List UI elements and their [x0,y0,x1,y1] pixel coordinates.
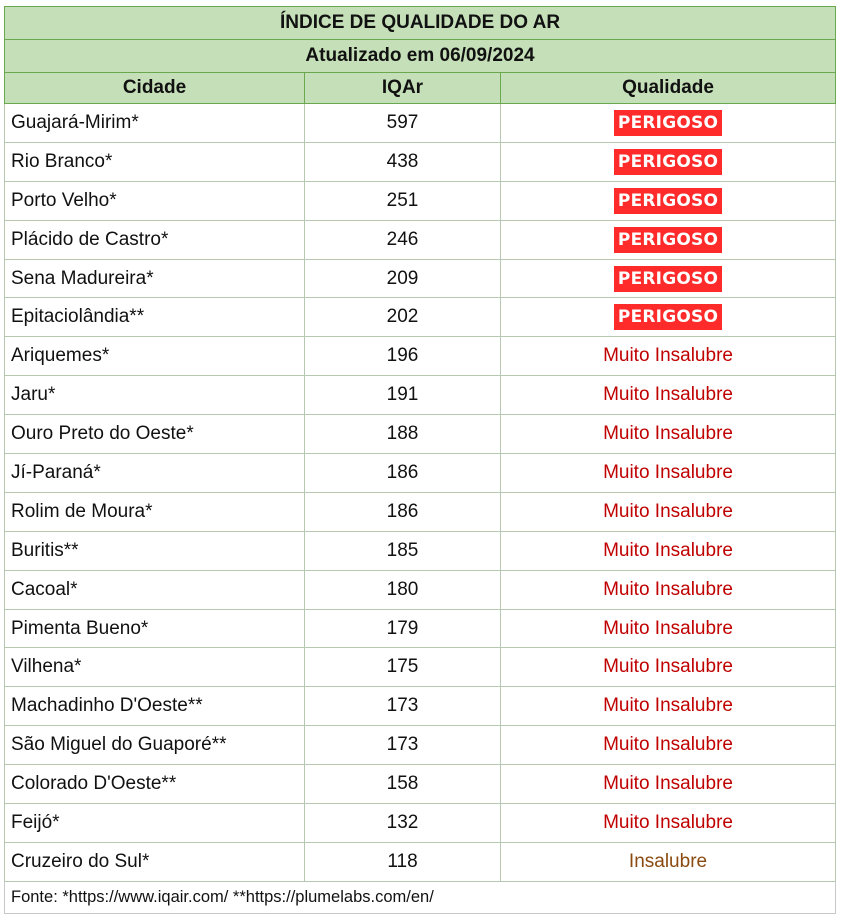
city-cell: Epitaciolândia** [5,298,305,337]
city-cell: Feijó* [5,804,305,843]
quality-label-muito-insalubre: Muito Insalubre [603,461,733,483]
city-cell: Ariquemes* [5,337,305,376]
city-cell: Cacoal* [5,570,305,609]
iqar-cell: 186 [305,492,501,531]
city-cell: Porto Velho* [5,181,305,220]
table-row [5,492,836,531]
city-cell: Ouro Preto do Oeste* [5,415,305,454]
quality-label-muito-insalubre: Muito Insalubre [603,811,733,833]
table-row [5,376,836,415]
quality-cell [501,726,836,765]
city-cell: Sena Madureira* [5,259,305,298]
table-row [5,648,836,687]
quality-cell [501,104,836,143]
table-row [5,804,836,843]
quality-label-muito-insalubre: Muito Insalubre [603,384,733,406]
iqar-cell: 173 [305,726,501,765]
quality-cell [501,142,836,181]
iqar-cell: 191 [305,376,501,415]
city-cell: Jí-Paraná* [5,454,305,493]
iqar-cell: 188 [305,415,501,454]
quality-cell [501,804,836,843]
iqar-cell: 118 [305,842,501,881]
quality-label-insalubre: Insalubre [628,850,708,872]
iqar-cell: 179 [305,609,501,648]
table-row [5,570,836,609]
quality-badge-perigoso: PERIGOSO [614,149,722,175]
source-footnote: Fonte: *https://www.iqair.com/ **https://plumelabs.com/en/ [5,881,836,913]
table-row [5,687,836,726]
city-cell: Colorado D'Oeste** [5,765,305,804]
iqar-cell: 180 [305,570,501,609]
quality-cell [501,220,836,259]
table-row [5,181,836,220]
city-cell: Rolim de Moura* [5,492,305,531]
iqar-cell: 173 [305,687,501,726]
city-cell: Vilhena* [5,648,305,687]
iqar-cell: 209 [305,259,501,298]
column-header-cidade: Cidade [5,73,305,104]
quality-label-muito-insalubre: Muito Insalubre [603,656,733,678]
iqar-cell: 246 [305,220,501,259]
quality-label-muito-insalubre: Muito Insalubre [603,578,733,600]
quality-cell [501,415,836,454]
iqar-cell: 158 [305,765,501,804]
column-header-qualidade: Qualidade [501,73,836,104]
table-row [5,142,836,181]
city-cell: Jaru* [5,376,305,415]
table-row [5,842,836,881]
table-row [5,531,836,570]
air-quality-table [4,6,836,914]
table-row [5,259,836,298]
quality-badge-perigoso: PERIGOSO [614,304,722,330]
iqar-cell: 132 [305,804,501,843]
quality-cell [501,842,836,881]
quality-badge-perigoso: PERIGOSO [614,227,722,253]
quality-cell [501,259,836,298]
quality-label-muito-insalubre: Muito Insalubre [603,500,733,522]
quality-cell [501,531,836,570]
table-row [5,609,836,648]
table-row [5,220,836,259]
iqar-cell: 175 [305,648,501,687]
quality-cell [501,648,836,687]
city-cell: Machadinho D'Oeste** [5,687,305,726]
quality-cell [501,181,836,220]
city-cell: Rio Branco* [5,142,305,181]
table-row [5,726,836,765]
quality-cell [501,454,836,493]
quality-label-muito-insalubre: Muito Insalubre [603,734,733,756]
table-row [5,765,836,804]
city-cell: Buritis** [5,531,305,570]
city-cell: São Miguel do Guaporé** [5,726,305,765]
iqar-cell: 186 [305,454,501,493]
iqar-cell: 196 [305,337,501,376]
iqar-cell: 438 [305,142,501,181]
quality-cell [501,570,836,609]
table-subtitle: Atualizado em 06/09/2024 [5,40,836,73]
table-row [5,298,836,337]
city-cell: Cruzeiro do Sul* [5,842,305,881]
table-row [5,104,836,143]
quality-label-muito-insalubre: Muito Insalubre [603,345,733,367]
quality-cell [501,298,836,337]
iqar-cell: 597 [305,104,501,143]
quality-badge-perigoso: PERIGOSO [614,110,722,136]
city-cell: Guajará-Mirim* [5,104,305,143]
iqar-cell: 185 [305,531,501,570]
quality-badge-perigoso: PERIGOSO [614,266,722,292]
quality-cell [501,337,836,376]
table-row [5,415,836,454]
city-cell: Pimenta Bueno* [5,609,305,648]
air-quality-sheet [4,6,835,914]
table-row [5,337,836,376]
quality-label-muito-insalubre: Muito Insalubre [603,617,733,639]
quality-cell [501,492,836,531]
quality-label-muito-insalubre: Muito Insalubre [603,539,733,561]
table-title: ÍNDICE DE QUALIDADE DO AR [5,7,836,40]
quality-cell [501,609,836,648]
quality-label-muito-insalubre: Muito Insalubre [603,423,733,445]
quality-label-muito-insalubre: Muito Insalubre [603,695,733,717]
quality-cell [501,376,836,415]
iqar-cell: 251 [305,181,501,220]
quality-cell [501,687,836,726]
iqar-cell: 202 [305,298,501,337]
column-header-iqar: IQAr [305,73,501,104]
quality-cell [501,765,836,804]
city-cell: Plácido de Castro* [5,220,305,259]
quality-label-muito-insalubre: Muito Insalubre [603,773,733,795]
table-row [5,454,836,493]
quality-badge-perigoso: PERIGOSO [614,188,722,214]
